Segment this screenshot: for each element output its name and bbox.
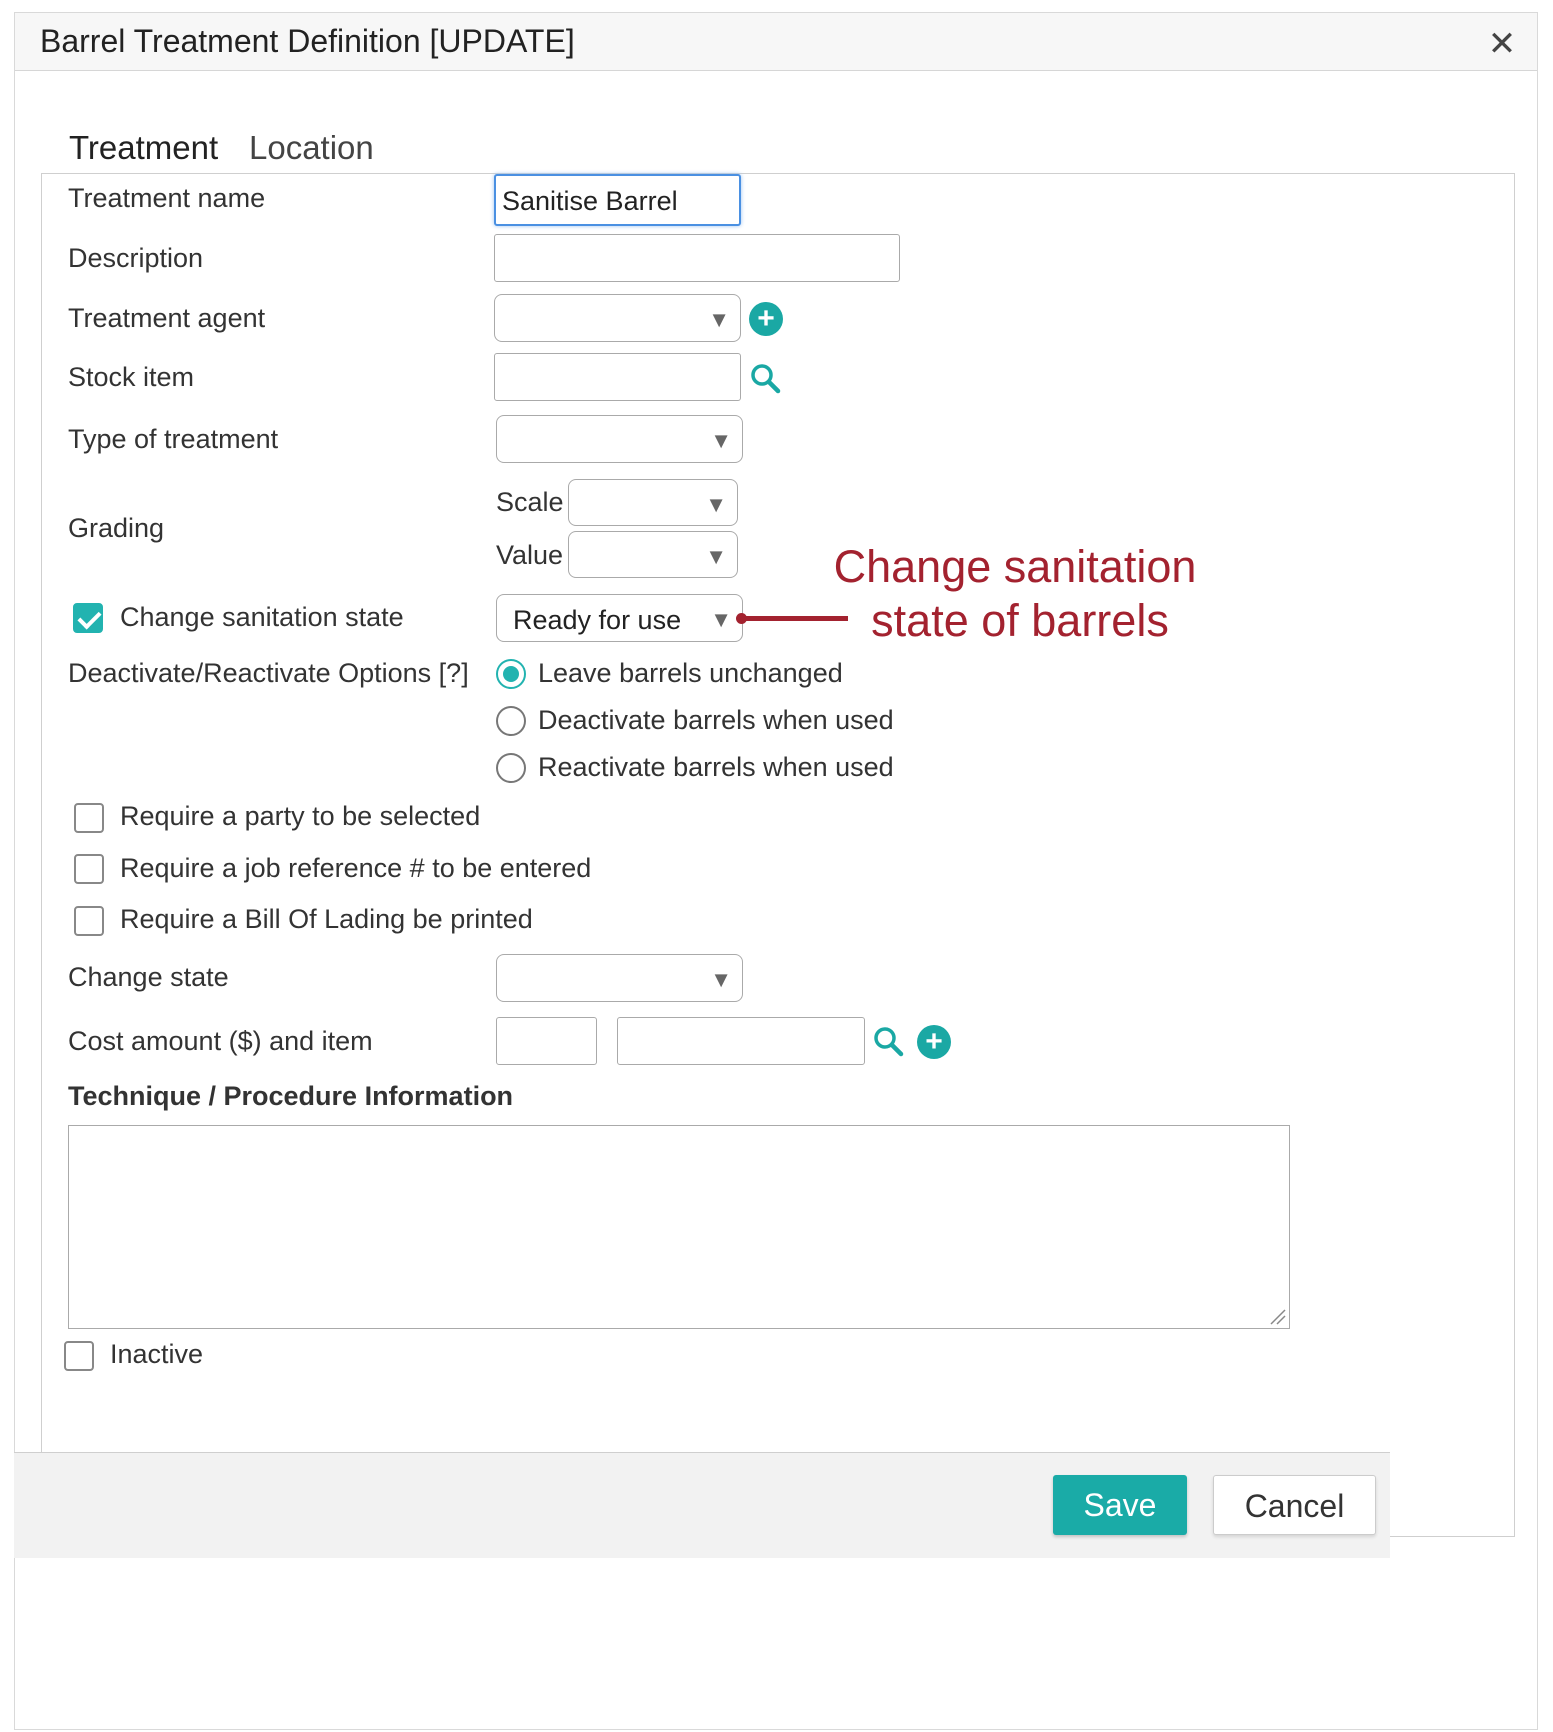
inactive-label: Inactive (110, 1339, 204, 1369)
cost-item-input[interactable] (617, 1017, 865, 1065)
deactivate-options-label: Deactivate/Reactivate Options [?] (68, 658, 469, 688)
chevron-down-icon: ▼ (708, 307, 730, 332)
treatment-name-label: Treatment name (68, 183, 266, 213)
description-input[interactable] (494, 234, 900, 282)
description-label: Description (68, 243, 204, 273)
cost-amount-label: Cost amount ($) and item (68, 1026, 373, 1056)
cost-item-search-icon[interactable] (872, 1025, 908, 1061)
resize-handle-icon[interactable] (1267, 1306, 1287, 1326)
sanitation-state-value: Ready for use (513, 605, 682, 635)
grading-value-label: Value (496, 540, 564, 570)
annotation-line-1: Change sanitation (833, 541, 1197, 592)
inactive-checkbox[interactable] (64, 1341, 94, 1371)
radio-reactivate-when-used[interactable] (496, 753, 526, 783)
dialog-title: Barrel Treatment Definition [UPDATE] (40, 23, 575, 59)
grading-scale-select[interactable] (568, 479, 738, 526)
treatment-agent-select[interactable] (494, 294, 741, 342)
radio-reactivate-label: Reactivate barrels when used (538, 752, 894, 782)
dialog-titlebar (15, 13, 1537, 71)
dialog-footer (14, 1452, 1390, 1558)
grading-label: Grading (68, 513, 165, 543)
radio-deactivate-label: Deactivate barrels when used (538, 705, 894, 735)
change-state-label: Change state (68, 962, 229, 992)
grading-scale-label: Scale (496, 487, 564, 517)
change-state-select[interactable] (496, 954, 743, 1002)
magnifier-graphic (749, 362, 785, 398)
chevron-down-icon: ▼ (710, 428, 732, 453)
change-sanitation-state-label: Change sanitation state (120, 602, 404, 632)
cancel-button[interactable]: Cancel (1213, 1475, 1376, 1535)
require-party-checkbox[interactable] (74, 803, 104, 833)
cost-amount-input[interactable] (496, 1017, 597, 1065)
radio-leave-unchanged-label: Leave barrels unchanged (538, 658, 843, 688)
grading-value-select[interactable] (568, 531, 738, 578)
radio-deactivate-when-used[interactable] (496, 706, 526, 736)
require-job-ref-checkbox[interactable] (74, 854, 104, 884)
magnifier-graphic (872, 1025, 908, 1061)
close-icon[interactable]: ✕ (1487, 25, 1517, 63)
stock-item-input[interactable] (494, 353, 741, 401)
change-sanitation-state-checkbox[interactable] (73, 603, 103, 633)
annotation-callout (800, 540, 1230, 648)
stock-item-label: Stock item (68, 362, 195, 392)
chevron-down-icon: ▼ (705, 492, 727, 517)
radio-leave-unchanged[interactable] (496, 659, 526, 689)
add-cost-item-icon[interactable]: + (917, 1025, 951, 1059)
save-button[interactable]: Save (1053, 1475, 1187, 1535)
add-treatment-agent-icon[interactable]: + (749, 302, 783, 336)
chevron-down-icon: ▼ (705, 544, 727, 569)
chevron-down-icon: ▼ (710, 607, 732, 632)
stock-item-search-icon[interactable] (749, 362, 785, 398)
technique-textarea[interactable] (68, 1125, 1290, 1329)
annotation-line-2: state of barrels (871, 595, 1169, 646)
chevron-down-icon: ▼ (710, 967, 732, 992)
type-of-treatment-select[interactable] (496, 415, 743, 463)
require-bol-checkbox[interactable] (74, 906, 104, 936)
tab-location[interactable]: Location (249, 129, 374, 166)
require-bol-label: Require a Bill Of Lading be printed (120, 904, 533, 934)
technique-label: Technique / Procedure Information (68, 1081, 514, 1111)
type-of-treatment-label: Type of treatment (68, 424, 279, 454)
sanitation-state-select[interactable] (496, 594, 743, 642)
treatment-agent-label: Treatment agent (68, 303, 266, 333)
require-party-label: Require a party to be selected (120, 801, 481, 831)
tab-treatment[interactable]: Treatment (59, 123, 228, 179)
treatment-name-input[interactable]: Sanitise Barrel (494, 174, 741, 226)
require-job-ref-label: Require a job reference # to be entered (120, 853, 592, 883)
